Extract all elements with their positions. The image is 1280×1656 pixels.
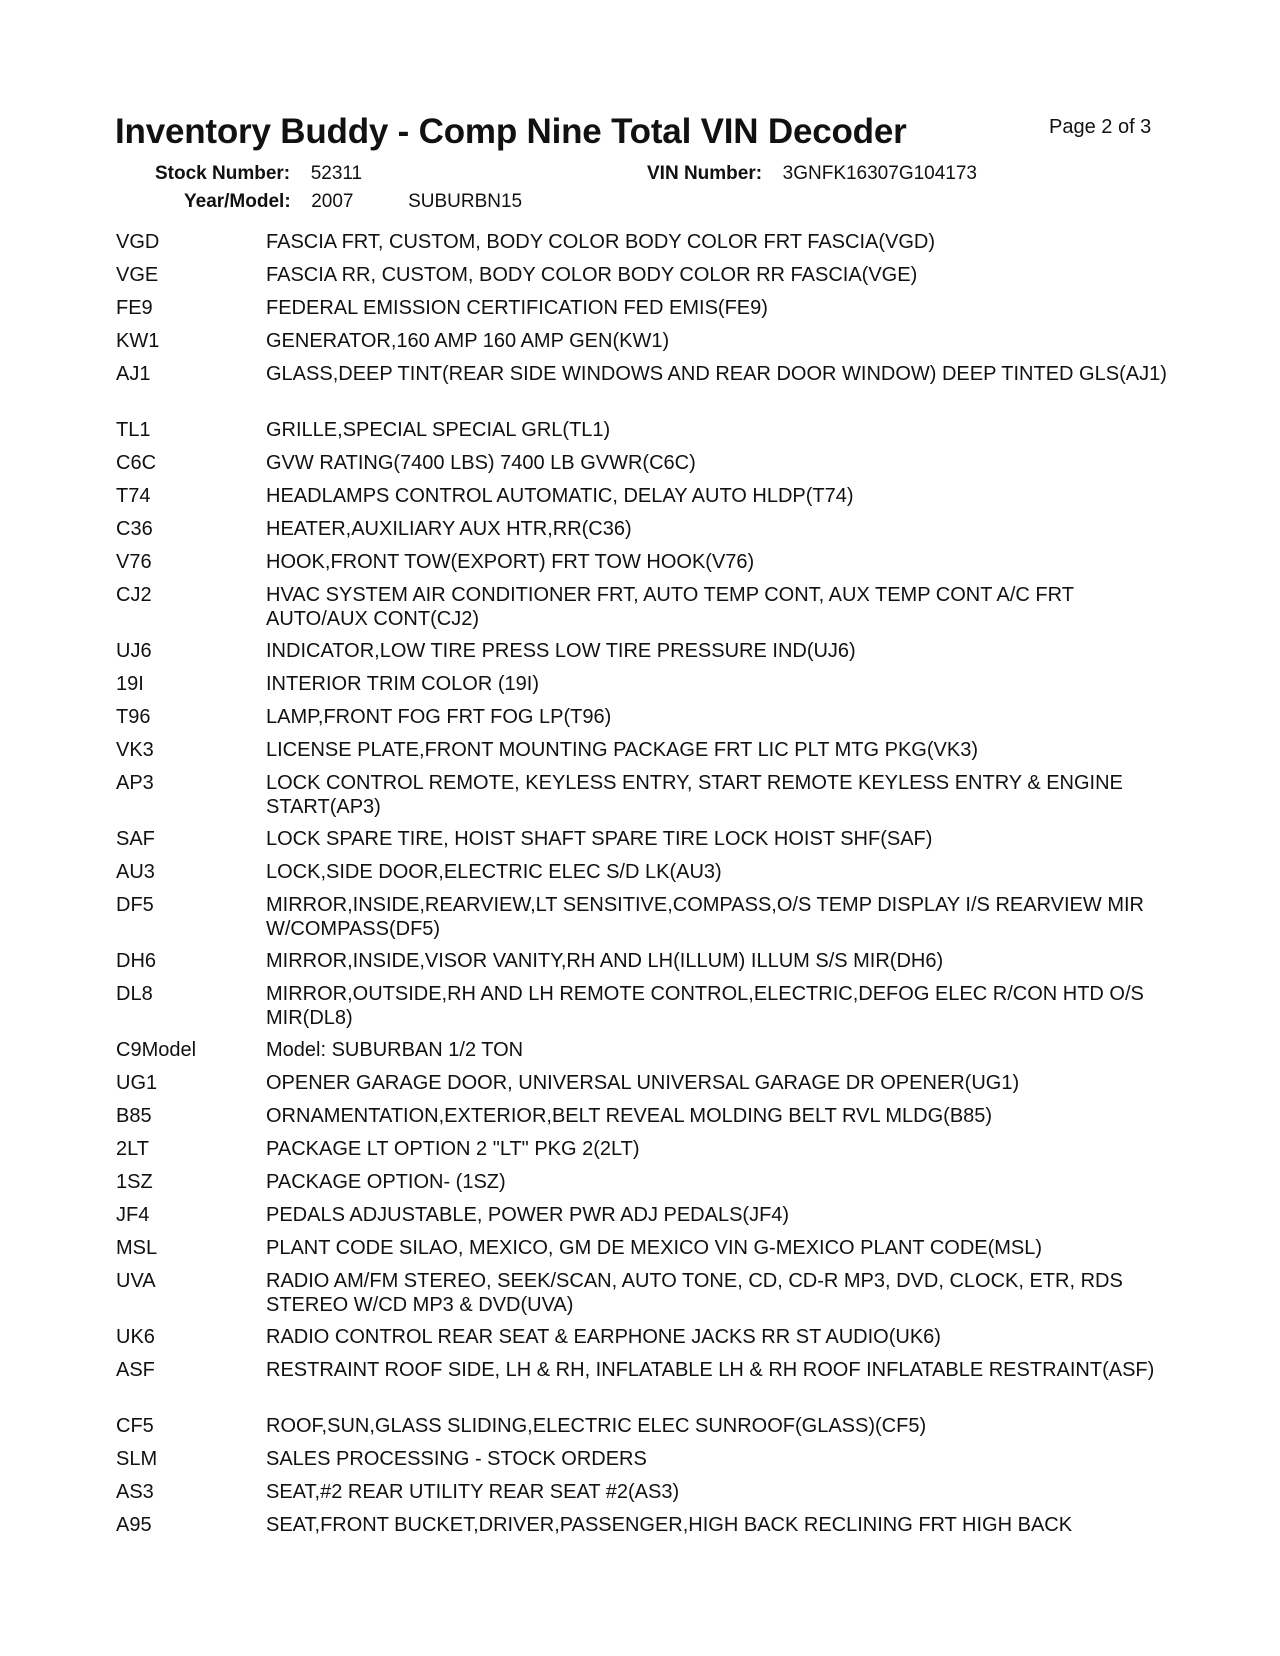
option-code: SLM: [116, 1448, 158, 1470]
option-row: [116, 672, 1176, 705]
option-code: UG1: [116, 1072, 158, 1094]
option-description: RESTRAINT ROOF SIDE, LH & RH, INFLATABLE LH & RH ROOF INFLATABLE RESTRAINT(ASF): [266, 1359, 1155, 1381]
option-description: PACKAGE LT OPTION 2 "LT" PKG 2(2LT): [266, 1138, 640, 1160]
option-description: FASCIA FRT, CUSTOM, BODY COLOR BODY COLOR FRT FASCIA(VGD): [266, 231, 936, 253]
option-row: [116, 1170, 1176, 1203]
option-description: HEATER,AUXILIARY AUX HTR,RR(C36): [266, 518, 632, 540]
option-row: [116, 1137, 1176, 1170]
option-description: INTERIOR TRIM COLOR (19I): [266, 673, 539, 695]
option-code: VGD: [116, 231, 160, 253]
option-row: [116, 362, 1176, 418]
option-row: [116, 517, 1176, 550]
option-code: ASF: [116, 1359, 155, 1381]
option-row: [116, 583, 1176, 639]
option-row: [116, 296, 1176, 329]
option-description: LAMP,FRONT FOG FRT FOG LP(T96): [266, 706, 612, 728]
vin-number-value: 3GNFK16307G104173: [782, 163, 978, 184]
option-row: [116, 550, 1176, 583]
model-value: SUBURBN15: [408, 191, 523, 212]
option-description: MIRROR,INSIDE,REARVIEW,LT SENSITIVE,COMPASS,O/S TEMP DISPLAY I/S REARVIEW MIR W/COMPASS(DF5): [266, 894, 1144, 940]
option-description: LOCK SPARE TIRE, HOIST SHAFT SPARE TIRE LOCK HOIST SHF(SAF): [266, 828, 933, 850]
vin-number-label: VIN Number:: [647, 163, 763, 184]
option-row: [116, 639, 1176, 672]
option-code: CJ2: [116, 584, 152, 606]
option-code: JF4: [116, 1204, 150, 1226]
option-row: [116, 1038, 1176, 1071]
vin-number-field: [647, 163, 977, 185]
option-code: MSL: [116, 1237, 158, 1259]
option-code: 19I: [116, 673, 144, 695]
option-row: [116, 484, 1176, 517]
option-code: VGE: [116, 264, 159, 286]
option-code: C9Model: [116, 1039, 197, 1061]
option-description: MIRROR,OUTSIDE,RH AND LH REMOTE CONTROL,ELECTRIC,DEFOG ELEC R/CON HTD O/S MIR(DL8): [266, 983, 1144, 1029]
option-code: DF5: [116, 894, 154, 916]
option-code: SAF: [116, 828, 155, 850]
option-description: GLASS,DEEP TINT(REAR SIDE WINDOWS AND REAR DOOR WINDOW) DEEP TINTED GLS(AJ1): [266, 363, 1167, 385]
option-description: PEDALS ADJUSTABLE, POWER PWR ADJ PEDALS(JF4): [266, 1204, 790, 1226]
option-code: 1SZ: [116, 1171, 153, 1193]
option-description: INDICATOR,LOW TIRE PRESS LOW TIRE PRESSURE IND(UJ6): [266, 640, 856, 662]
option-description: RADIO CONTROL REAR SEAT & EARPHONE JACKS RR ST AUDIO(UK6): [266, 1326, 941, 1348]
option-row: [116, 827, 1176, 860]
option-code: DL8: [116, 983, 153, 1005]
stock-number-field: [155, 163, 362, 185]
option-description: LICENSE PLATE,FRONT MOUNTING PACKAGE FRT LIC PLT MTG PKG(VK3): [266, 739, 978, 761]
option-row: [116, 230, 1176, 263]
option-row: [116, 1325, 1176, 1358]
option-description: GRILLE,SPECIAL SPECIAL GRL(TL1): [266, 419, 611, 441]
option-description: HOOK,FRONT TOW(EXPORT) FRT TOW HOOK(V76): [266, 551, 755, 573]
option-code: AS3: [116, 1481, 154, 1503]
page-number: Page 2 of 3: [1049, 116, 1152, 138]
year-value: 2007: [311, 191, 354, 212]
option-row: [116, 1513, 1176, 1546]
option-code: A95: [116, 1514, 152, 1536]
option-description: FASCIA RR, CUSTOM, BODY COLOR BODY COLOR RR FASCIA(VGE): [266, 264, 918, 286]
year-model-field: [184, 191, 522, 213]
option-code: V76: [116, 551, 152, 573]
option-description: LOCK CONTROL REMOTE, KEYLESS ENTRY, START REMOTE KEYLESS ENTRY & ENGINE START(AP3): [266, 772, 1123, 818]
stock-number-value: 52311: [310, 163, 363, 184]
option-description: RADIO AM/FM STEREO, SEEK/SCAN, AUTO TONE, CD, CD-R MP3, DVD, CLOCK, ETR, RDS STEREO W/CD MP3 & DVD(UVA): [266, 1270, 1123, 1316]
option-code: T96: [116, 706, 151, 728]
option-row: [116, 1269, 1176, 1325]
option-description: SEAT,#2 REAR UTILITY REAR SEAT #2(AS3): [266, 1481, 680, 1503]
option-code: DH6: [116, 950, 157, 972]
option-code: AJ1: [116, 363, 151, 385]
option-description: FEDERAL EMISSION CERTIFICATION FED EMIS(FE9): [266, 297, 768, 319]
option-code: FE9: [116, 297, 153, 319]
option-code: VK3: [116, 739, 154, 761]
option-row: [116, 893, 1176, 949]
option-code: C6C: [116, 452, 157, 474]
option-row: [116, 860, 1176, 893]
option-description: ORNAMENTATION,EXTERIOR,BELT REVEAL MOLDING BELT RVL MLDG(B85): [266, 1105, 993, 1127]
stock-number-label: Stock Number:: [155, 163, 291, 184]
option-code: TL1: [116, 419, 151, 441]
option-row: [116, 705, 1176, 738]
option-description: PACKAGE OPTION- (1SZ): [266, 1171, 506, 1193]
option-description: SALES PROCESSING - STOCK ORDERS: [266, 1448, 647, 1470]
page-title: Inventory Buddy - Comp Nine Total VIN Decoder: [115, 112, 907, 151]
option-description: ROOF,SUN,GLASS SLIDING,ELECTRIC ELEC SUNROOF(GLASS)(CF5): [266, 1415, 927, 1437]
option-description: PLANT CODE SILAO, MEXICO, GM DE MEXICO VIN G-MEXICO PLANT CODE(MSL): [266, 1237, 1043, 1259]
option-row: [116, 1203, 1176, 1236]
option-row: [116, 1071, 1176, 1104]
option-description: HVAC SYSTEM AIR CONDITIONER FRT, AUTO TEMP CONT, AUX TEMP CONT A/C FRT AUTO/AUX CONT(CJ2): [266, 584, 1074, 630]
option-row: [116, 738, 1176, 771]
option-code: T74: [116, 485, 151, 507]
option-row: [116, 329, 1176, 362]
option-description: HEADLAMPS CONTROL AUTOMATIC, DELAY AUTO HLDP(T74): [266, 485, 854, 507]
option-description: SEAT,FRONT BUCKET,DRIVER,PASSENGER,HIGH BACK RECLINING FRT HIGH BACK: [266, 1514, 1073, 1536]
option-description: OPENER GARAGE DOOR, UNIVERSAL UNIVERSAL GARAGE DR OPENER(UG1): [266, 1072, 1020, 1094]
option-row: [116, 771, 1176, 827]
option-row: [116, 418, 1176, 451]
option-description: LOCK,SIDE DOOR,ELECTRIC ELEC S/D LK(AU3): [266, 861, 722, 883]
option-row: [116, 982, 1176, 1038]
option-description: GENERATOR,160 AMP 160 AMP GEN(KW1): [266, 330, 670, 352]
option-code: C36: [116, 518, 153, 540]
option-code: KW1: [116, 330, 160, 352]
option-description: Model: SUBURBAN 1/2 TON: [266, 1039, 524, 1061]
option-code: AP3: [116, 772, 154, 794]
option-row: [116, 263, 1176, 296]
option-row: [116, 1480, 1176, 1513]
option-row: [116, 1104, 1176, 1137]
option-row: [116, 949, 1176, 982]
option-code: UVA: [116, 1270, 156, 1292]
option-code: UK6: [116, 1326, 155, 1348]
year-model-label: Year/Model:: [184, 191, 291, 212]
option-code: UJ6: [116, 640, 152, 662]
option-row: [116, 451, 1176, 484]
option-description: MIRROR,INSIDE,VISOR VANITY,RH AND LH(ILLUM) ILLUM S/S MIR(DH6): [266, 950, 944, 972]
option-row: [116, 1358, 1176, 1414]
option-code: CF5: [116, 1415, 154, 1437]
option-row: [116, 1236, 1176, 1269]
option-row: [116, 1414, 1176, 1447]
option-code: 2LT: [116, 1138, 149, 1160]
option-description: GVW RATING(7400 LBS) 7400 LB GVWR(C6C): [266, 452, 696, 474]
option-code: AU3: [116, 861, 155, 883]
option-row: [116, 1447, 1176, 1480]
option-code-list: [116, 230, 1176, 1546]
option-code: B85: [116, 1105, 152, 1127]
